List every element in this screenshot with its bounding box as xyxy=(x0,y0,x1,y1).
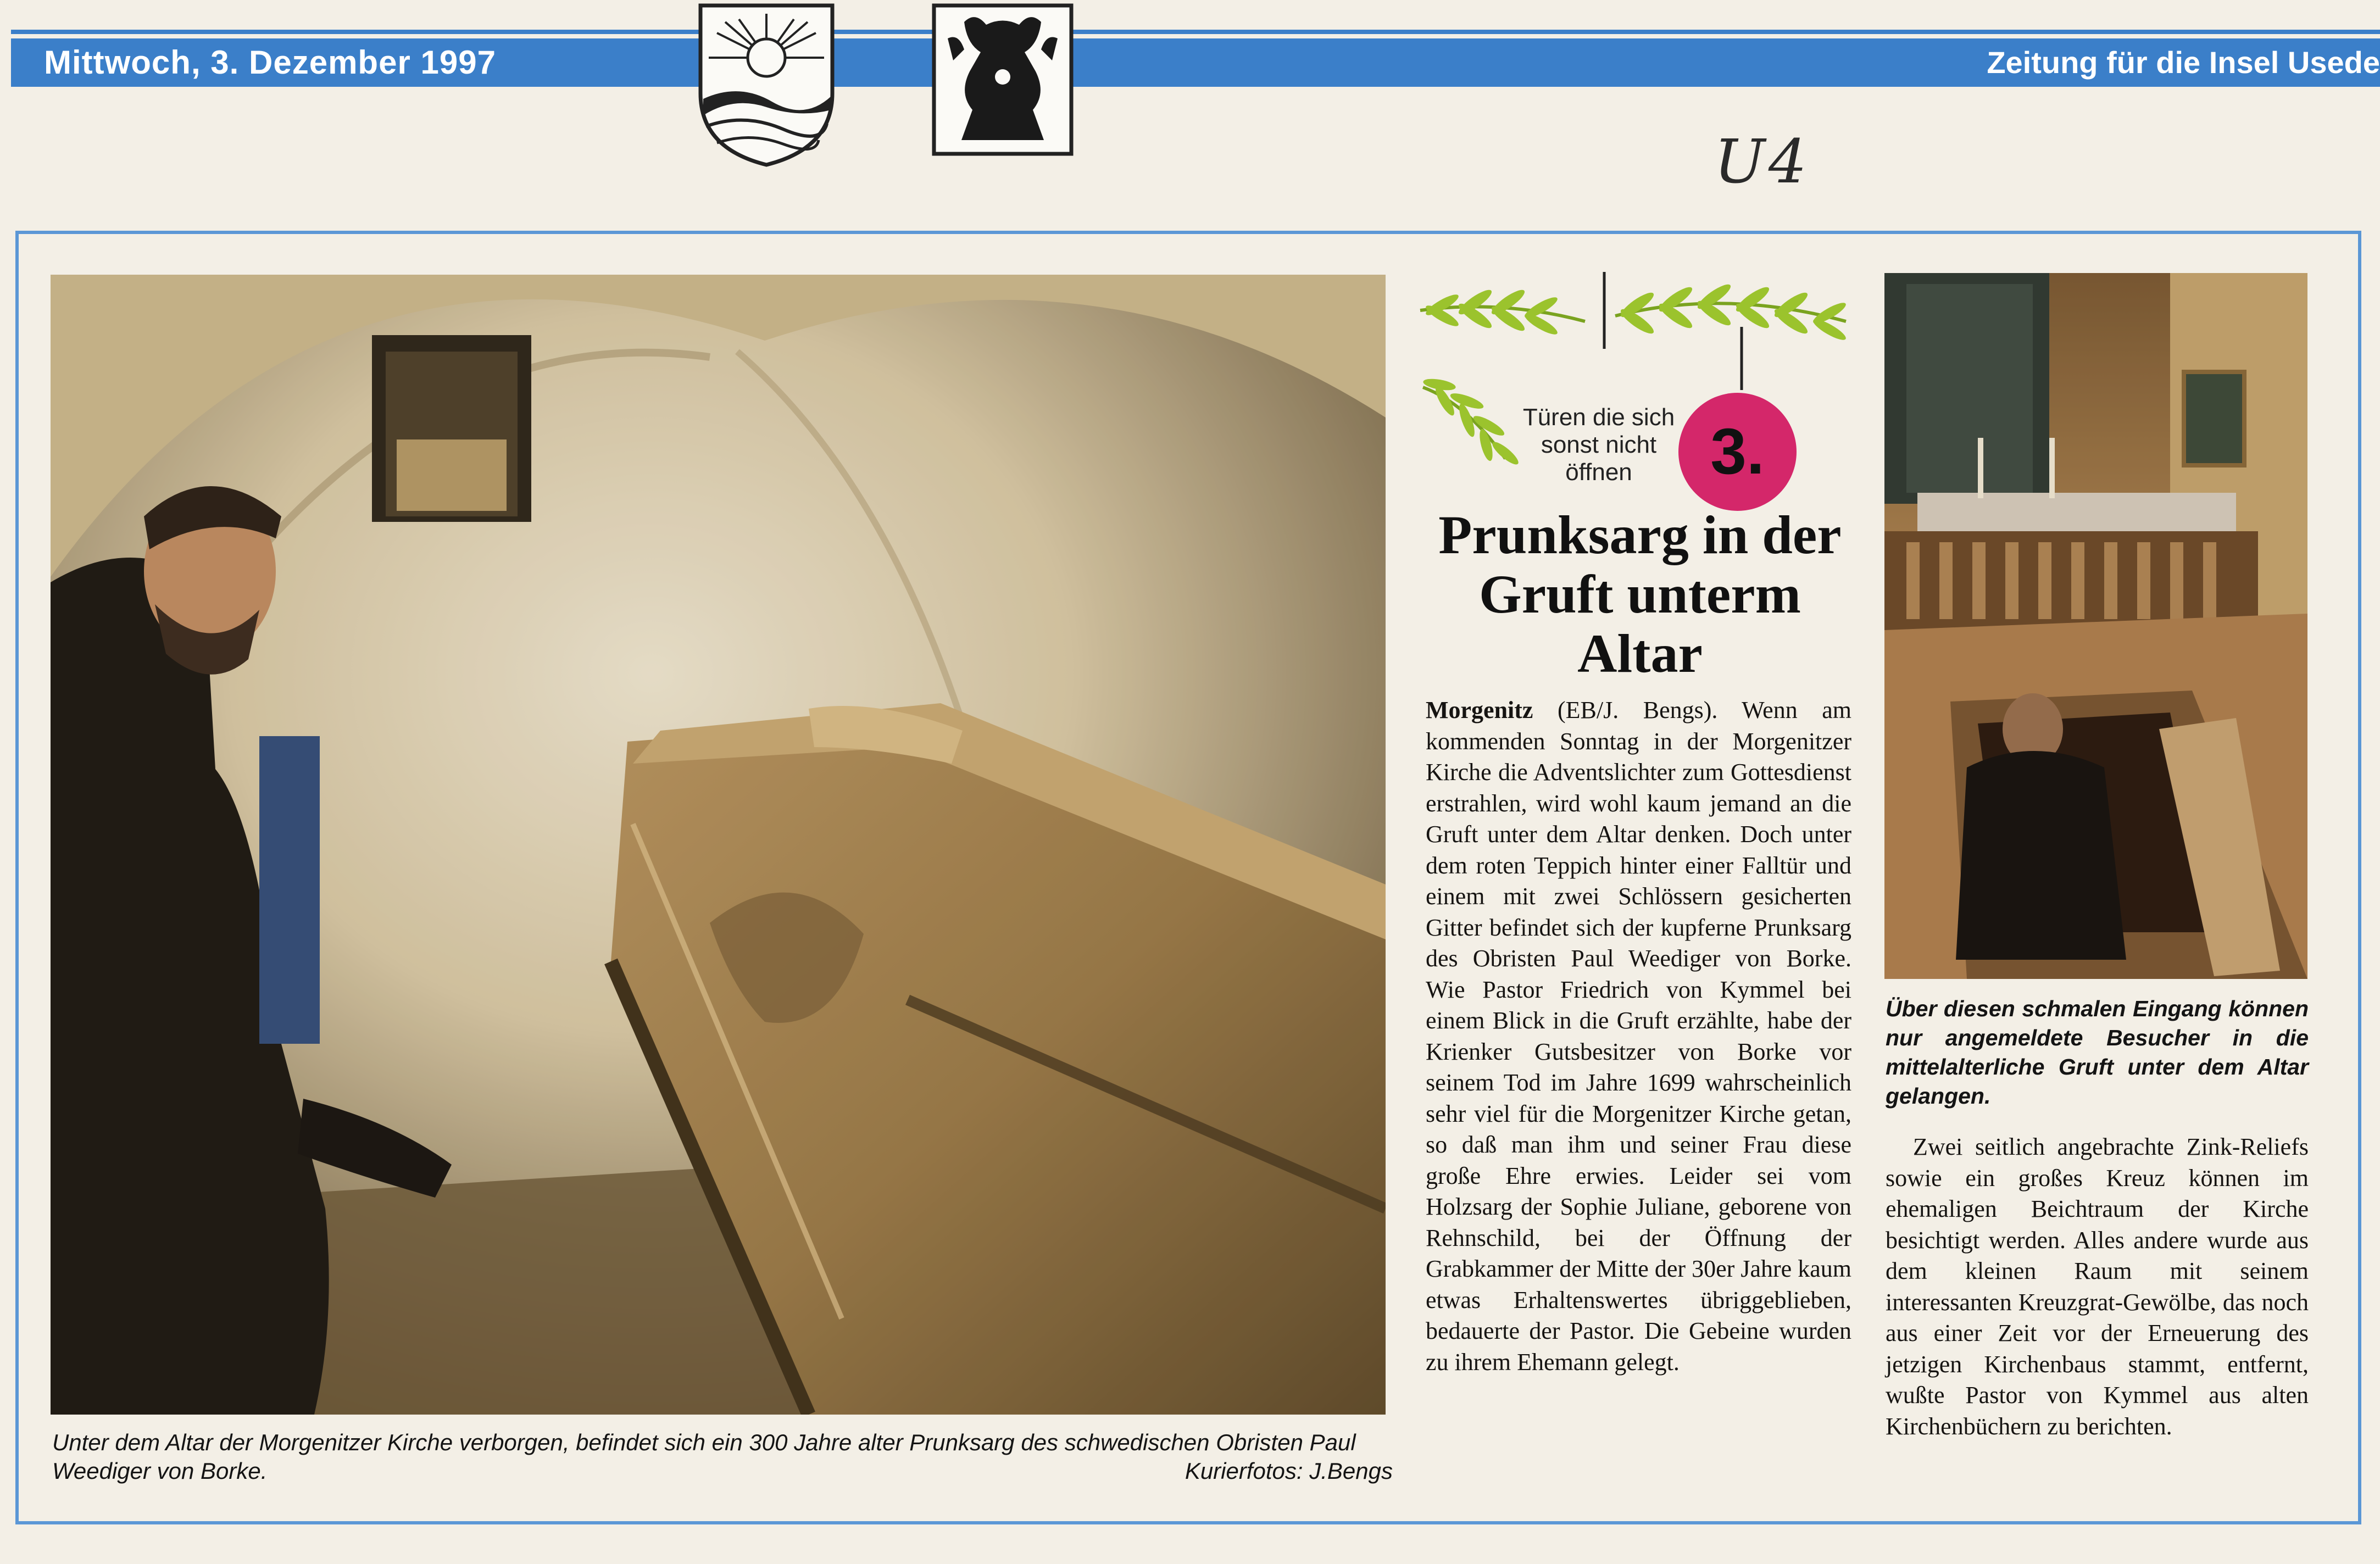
article-dateline: Morgenitz xyxy=(1426,697,1533,723)
side-photo-caption: Über diesen schmalen Eingang können nur angemeldete Besucher in die mittelalterliche Gruft unter dem Altar gelangen. xyxy=(1886,996,2309,1109)
header-date: Mittwoch, 3. Dezember 1997 xyxy=(44,44,496,81)
article-body-column-1 xyxy=(1426,695,1851,1378)
coat-of-arms-sun-icon xyxy=(689,0,843,170)
advent-number-badge: 3. xyxy=(1678,393,1797,511)
coat-of-arms-griffin-icon xyxy=(926,0,1080,165)
article-body-column-2: Zwei seitlich angebrachte Zink-Reliefs sowie ein großes Kreuz können im ehemaligen Beichtraum der Kirche besichtigt werden. Alles andere wurde aus dem kleinen Raum mit seinem interessanten Kreuzgrat-Gewölbe, das noch aus einer Zeit vor der Erneuerung des jetzigen Kirchenbaus stammt, entfernt, wußte Pastor von Kymmel aus alten Kirchenbüchern zu berichten. xyxy=(1886,1133,2309,1440)
ghost-headline xyxy=(1450,82,1474,190)
article-body-text: (EB/J. Bengs). Wenn am kommenden Sonntag in der Morgenitzer Kirche die Adventslichter zum Gottesdienst erstrahlen, wird wohl kaum jemand an die Gruft unter dem Altar denken. Doch unter dem roten Teppich hinter einer Falltür und einem mit zwei Schlössern gesicherten Gitter befindet sich der kupferne Prunksarg des Obristen Paul Weediger von Borke. Wie Pastor Friedrich von Kymmel bei einem Blick in die Gruft erzählte, habe der Krienker Gutsbesitzer von Borke vor seinem Tod im Jahre 1699 wahrscheinlich sehr viel für die Morgenitzer Kirche getan, so daß man ihm und seiner Frau diese große Ehre erwies. Leider sei vom Holzsarg der Sophie Juliane, geborene von Rehnschild, bei der Öffnung der Grabkammer der Mitte der 30er Jahre kaum etwas Erhaltenswertes übriggeblieben, bedauerte der Pastor. Die Gebeine wurden zu ihrem Ehemann gelegt. xyxy=(1426,697,1852,1376)
photo-credit: Kurierfotos: J.Bengs xyxy=(1185,1458,1393,1484)
crypt-coffin-photo xyxy=(51,275,1386,1415)
article-headline: Prunksarg in der Gruft unterm Altar xyxy=(1438,504,1842,684)
header-top-rule xyxy=(11,30,2380,34)
header-paper-name: Zeitung für die Insel Usede xyxy=(1987,45,2380,80)
crypt-entrance-photo xyxy=(1884,273,2307,979)
handwritten-mark: U4 xyxy=(1714,126,1810,197)
kicker-text: Türen die sich sonst nicht öffnen xyxy=(1522,404,1675,486)
main-photo-caption: Unter dem Altar der Morgenitzer Kirche verborgen, befindet sich ein 300 Jahre alter Prunksarg des schwedischen Obristen Paul Weediger von Borke. xyxy=(52,1429,1356,1484)
